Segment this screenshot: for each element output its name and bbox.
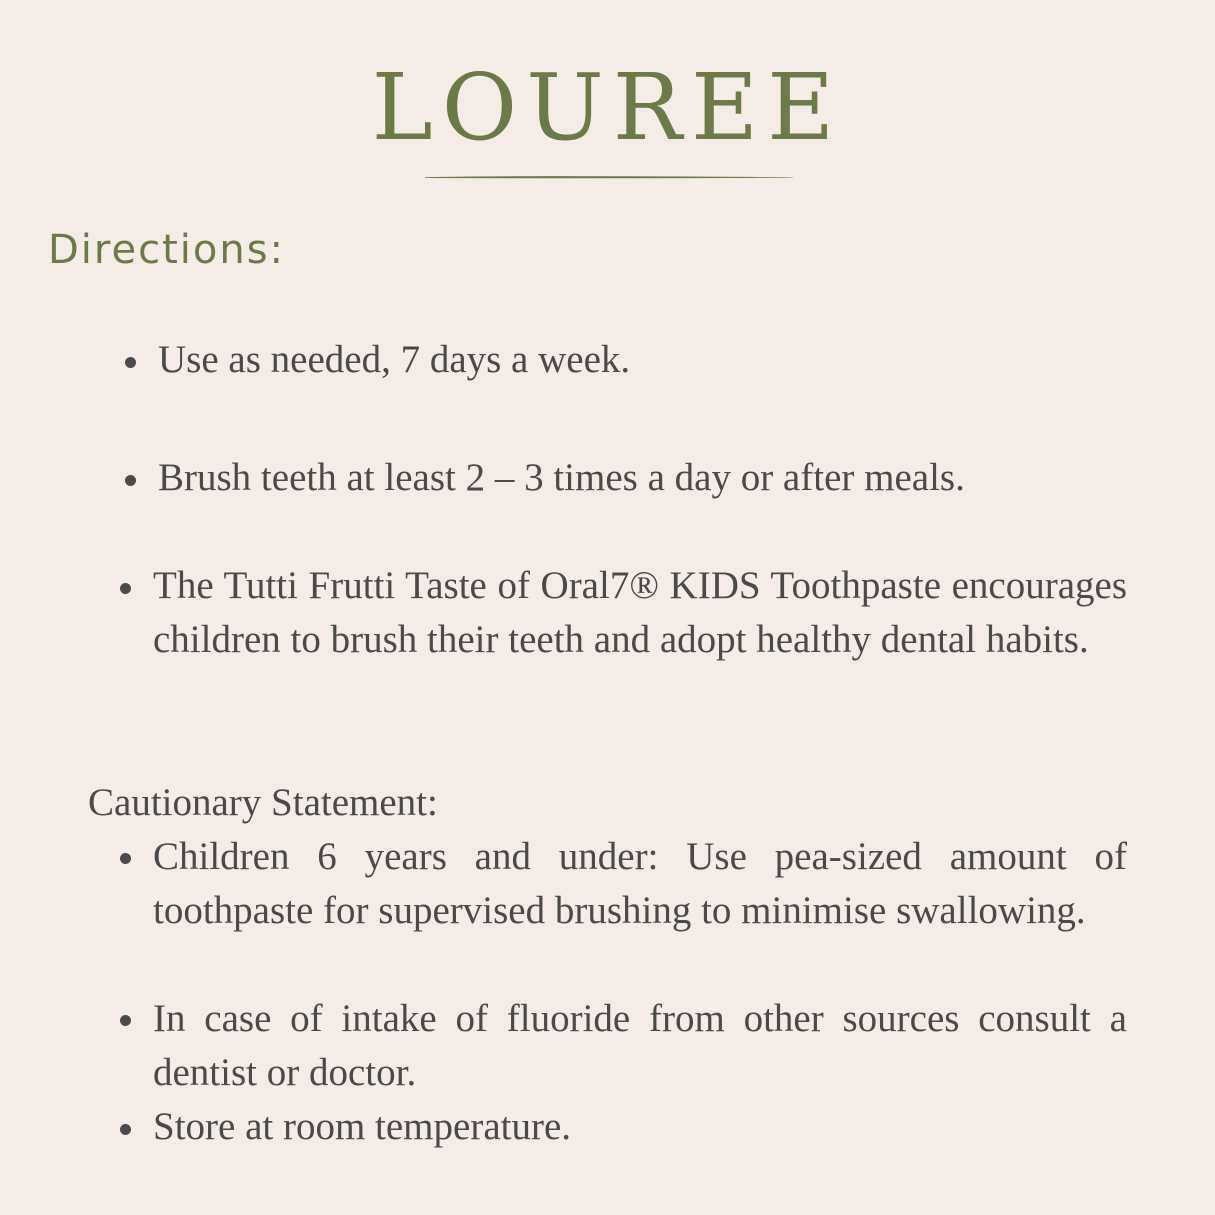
brand-logo: LOUREE xyxy=(371,54,844,161)
bullet-icon xyxy=(120,1124,131,1135)
directions-item: Brush teeth at least 2 – 3 times a day or after meals. xyxy=(158,456,965,499)
caution-item: In case of intake of fluoride from other sources consult a dentist or doctor. xyxy=(153,997,1127,1094)
bullet-icon xyxy=(120,853,131,864)
caution-item: Store at room temperature. xyxy=(153,1105,572,1148)
bullet-icon xyxy=(120,1015,131,1026)
directions-heading: Directions: xyxy=(48,227,286,273)
caution-heading: Cautionary Statement: xyxy=(88,781,438,824)
directions-item: The Tutti Frutti Taste of Oral7® KIDS Toothpaste encourages children to brush their teeth and adopt healthy dental habits. xyxy=(153,564,1127,661)
bullet-icon xyxy=(125,357,136,368)
brand-underline xyxy=(425,175,793,179)
bullet-icon xyxy=(120,583,131,594)
directions-item: Use as needed, 7 days a week. xyxy=(158,338,631,381)
caution-item: Children 6 years and under: Use pea-sized amount of toothpaste for supervised brushing to minimise swallowing. xyxy=(153,835,1127,932)
bullet-icon xyxy=(125,475,136,486)
